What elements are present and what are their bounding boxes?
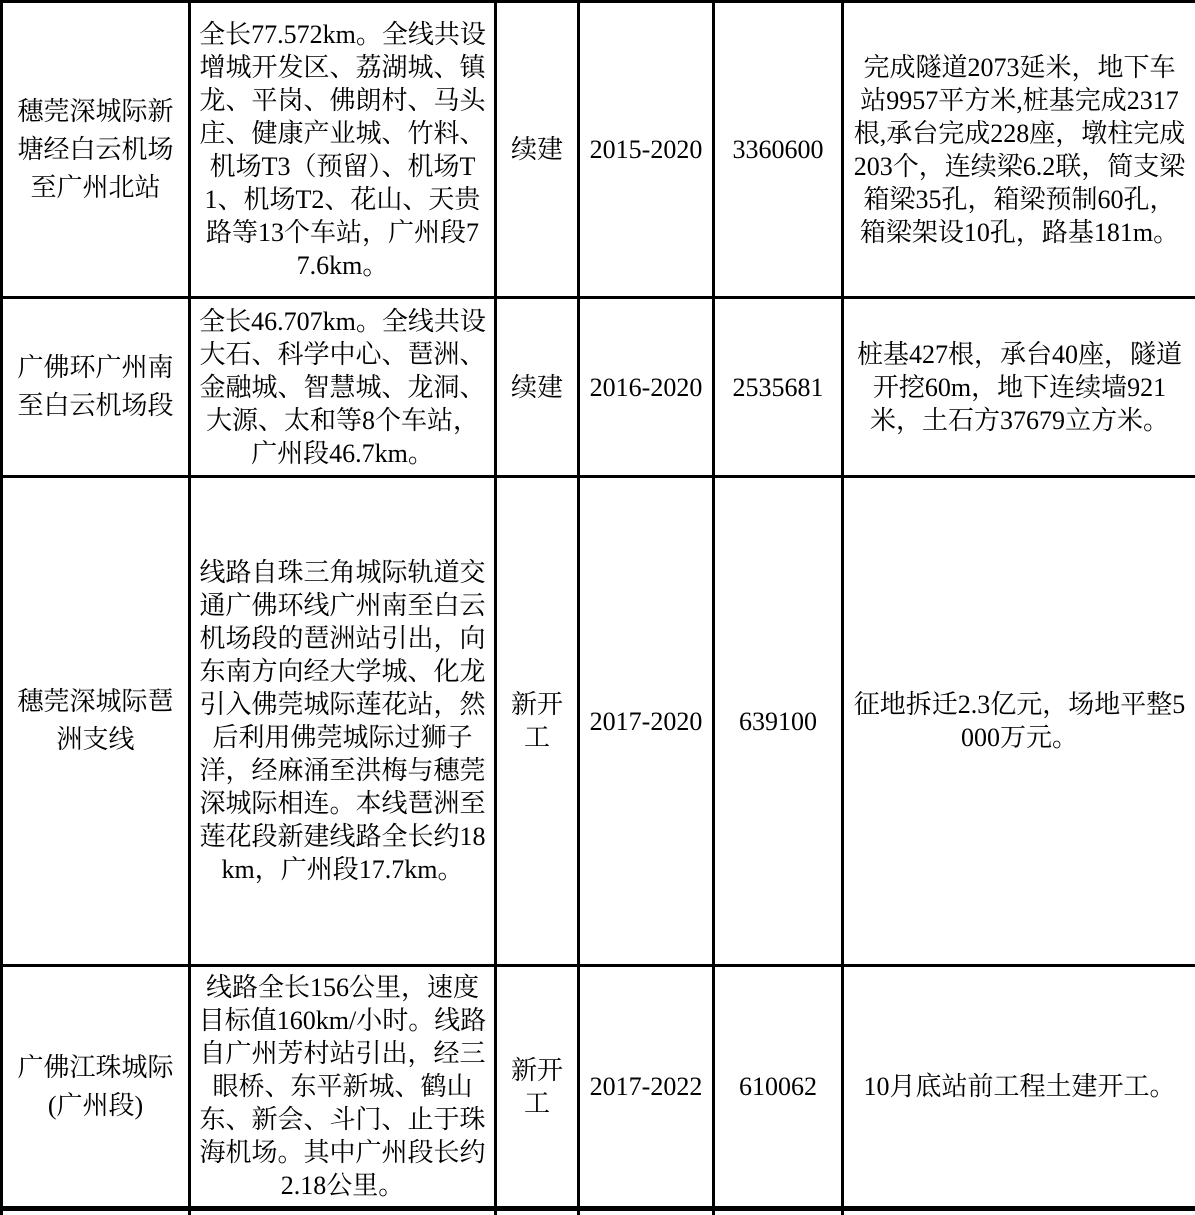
project-period-cell: 2015-2020 (579, 2, 714, 298)
project-progress-cell: 完成隧道2073延米，地下车站9957平方米,桩基完成2317根,承台完成228座，墩柱完成203个，连续梁6.2联，简支梁箱梁35孔，箱梁预制60孔，箱梁架设10孔，路基181m。 (843, 2, 1195, 298)
project-investment-cell: 2535681 (714, 298, 843, 477)
empty-cell (714, 1209, 843, 1215)
project-status-cell: 续建 (496, 298, 579, 477)
project-description-cell: 全长46.707km。全线共设大石、科学中心、琶洲、金融城、智慧城、龙洞、大源、太和等8个车站，广州段46.7km。 (190, 298, 496, 477)
empty-cell (843, 1209, 1195, 1215)
empty-cell (496, 1209, 579, 1215)
table-row (2, 966, 1195, 1209)
project-period-cell: 2017-2020 (579, 477, 714, 966)
project-description-cell: 全长77.572km。全线共设增城开发区、荔湖城、镇龙、平岗、佛朗村、马头庄、健康产业城、竹料、机场T3（预留）、机场T1、机场T2、花山、天贵路等13个车站，广州段77.6km。 (190, 2, 496, 298)
project-name-cell: 广佛江珠城际(广州段) (2, 966, 190, 1209)
project-description-cell: 线路全长156公里，速度目标值160km/小时。线路自广州芳村站引出，经三眼桥、东平新城、鹤山东、新会、斗门、止于珠海机场。其中广州段长约2.18公里。 (190, 966, 496, 1209)
project-name-cell: 广佛环广州南至白云机场段 (2, 298, 190, 477)
table-row-partial (2, 1209, 1195, 1215)
project-investment-cell: 610062 (714, 966, 843, 1209)
table-row (2, 2, 1195, 298)
project-status-cell: 续建 (496, 2, 579, 298)
project-name-cell: 穗莞深城际新塘经白云机场至广州北站 (2, 2, 190, 298)
empty-cell (190, 1209, 496, 1215)
table-row (2, 477, 1195, 966)
project-investment-cell: 3360600 (714, 2, 843, 298)
project-status-cell: 新开工 (496, 966, 579, 1209)
project-progress-cell: 10月底站前工程土建开工。 (843, 966, 1195, 1209)
table-row (2, 298, 1195, 477)
project-progress-cell: 桩基427根，承台40座，隧道开挖60m，地下连续墙921米，土石方37679立方米。 (843, 298, 1195, 477)
empty-cell (579, 1209, 714, 1215)
project-period-cell: 2017-2022 (579, 966, 714, 1209)
project-period-cell: 2016-2020 (579, 298, 714, 477)
project-progress-cell: 征地拆迁2.3亿元，场地平整5000万元。 (843, 477, 1195, 966)
project-status-cell: 新开工 (496, 477, 579, 966)
empty-cell (2, 1209, 190, 1215)
project-investment-cell: 639100 (714, 477, 843, 966)
project-name-cell: 穗莞深城际琶洲支线 (2, 477, 190, 966)
project-description-cell: 线路自珠三角城际轨道交通广佛环线广州南至白云机场段的琶洲站引出，向东南方向经大学城、化龙引入佛莞城际莲花站，然后利用佛莞城际过狮子洋，经麻涌至洪梅与穗莞深城际相连。本线琶洲至莲花段新建线路全长约18km，广州段17.7km。 (190, 477, 496, 966)
